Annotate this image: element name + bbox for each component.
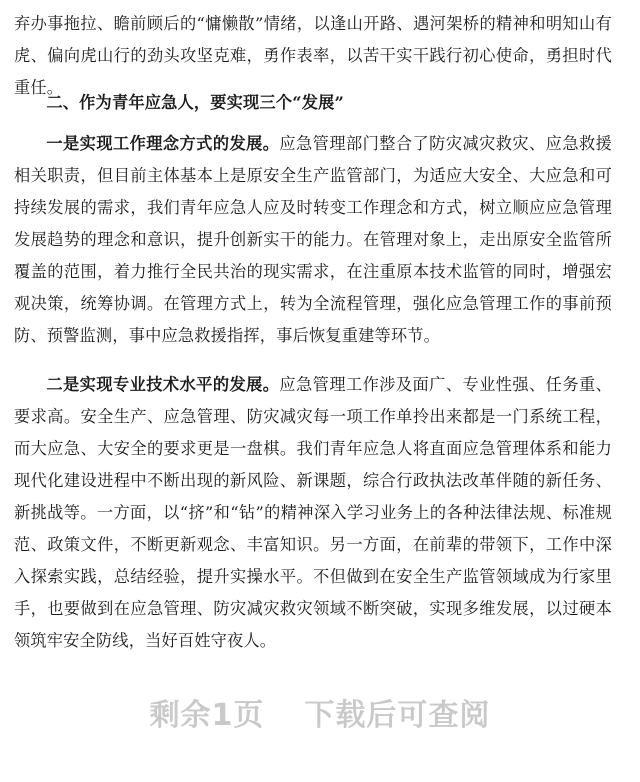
paragraph-technical-skill bbox=[14, 369, 612, 657]
paragraph-lead: 二是实现专业技术水平的发展。 bbox=[46, 375, 280, 394]
remaining-pages-label: 剩余1页 bbox=[149, 698, 265, 733]
paragraph-body: 应急管理工作涉及面广、专业性强、任务重、要求高。安全生产、应急管理、防灾减灾每一项工作单拎出来都是一门系统工程，而大应急、大安全的要求更是一盘棋。我们青年应急人将直面应急管理体系和能力现代化建设进程中不断出现的新风险、新课题，综合行政执法改革伴随的新任务、新挑战等。一方面，以“挤”和“钻”的精神深入学习业务上的各种法律法规、标准规范、政策文件，不断更新观念、丰富知识。另一方面，在前辈的带领下，工作中深入探索实践，总结经验，提升实操水平。不但做到在安全生产监管领域成为行家里手，也要做到在应急管理、防灾减灾救灾领域不断突破，实现多维发展，以过硬本领筑牢安全防线，当好百姓守夜人。 bbox=[14, 375, 612, 650]
download-banner[interactable] bbox=[0, 690, 640, 734]
section-heading-block bbox=[14, 87, 612, 119]
paragraph-work-concept bbox=[14, 128, 612, 352]
paragraph-text bbox=[14, 128, 612, 352]
paragraph-text bbox=[14, 369, 612, 657]
paragraph-body: 应急管理部门整合了防灾减灾救灾、应急救援相关职责，但目前主体基本上是原安全生产监管部门，为适应大安全、大应急和可持续发展的需求，我们青年应急人应及时转变工作理念和方式，树立顺应应急管理发展趋势的理念和意识，提升创新实干的能力。在管理对象上，走出原安全监管所覆盖的范围，着力推行全民共治的现实需求，在注重原本技术监管的同时，增强宏观决策，统筹协调。在管理方式上，转为全流程管理，强化应急管理工作的事前预防、预警监测，事中应急救援指挥，事后恢复重建等环节。 bbox=[14, 134, 612, 345]
paragraph-text: 弃办事拖拉、瞻前顾后的“慵懒散”情绪，以逢山开路、遇河架桥的精神和明知山有虎、偏向虎山行的劲头攻坚克难，勇作表率，以苦干实干践行初心使命，勇担时代重任。 bbox=[14, 14, 612, 97]
paragraph-lead: 一是实现工作理念方式的发展。 bbox=[46, 134, 280, 153]
download-prompt-label: 下载后可查阅 bbox=[304, 698, 491, 733]
section-heading: 二、作为青年应急人，要实现三个“发展” bbox=[46, 93, 344, 112]
